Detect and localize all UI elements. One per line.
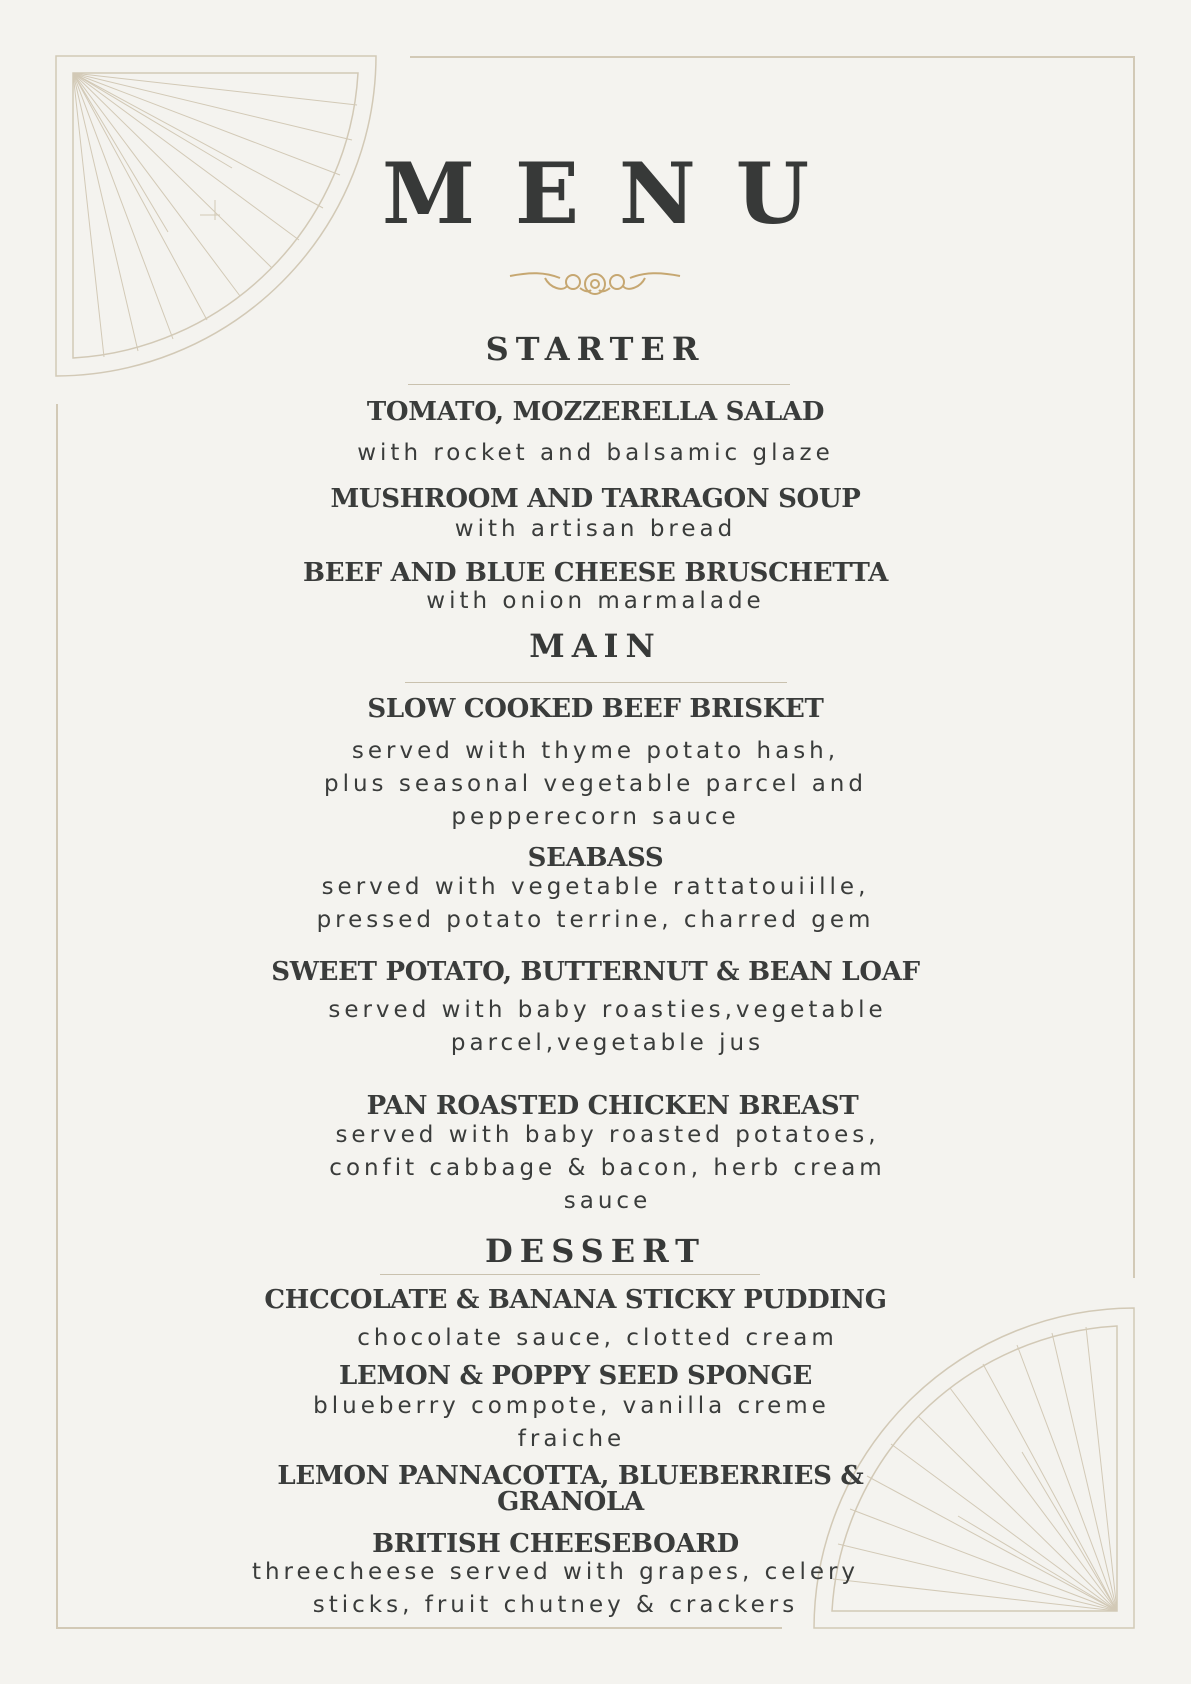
dessert-item-4-name: BRITISH CHEESEBOARD [372, 1529, 739, 1559]
main-item-4-name: PAN ROASTED CHICKEN BREAST [366, 1091, 859, 1121]
dessert-item-1-name: CHCCOLATE & BANANA STICKY PUDDING [264, 1285, 887, 1315]
dessert-item-3-name: LEMON PANNACOTTA, BLUEBERRIES & GRANOLA [277, 1461, 864, 1517]
main-item-3-desc: served with baby roasties,vegetable parcel,vegetable jus [328, 997, 887, 1056]
dessert-item-2-name: LEMON & POPPY SEED SPONGE [338, 1361, 813, 1391]
main-heading: MAIN [529, 627, 662, 665]
starter-divider [408, 384, 790, 385]
main-item-1-name: SLOW COOKED BEEF BRISKET [367, 694, 824, 724]
starter-item-1-name: TOMATO, MOZZERELLA SALAD [366, 397, 825, 427]
dessert-item-2-desc: blueberry compote, vanilla creme fraiche [313, 1393, 830, 1452]
starter-item-3-desc: with onion marmalade [426, 588, 765, 614]
starter-item-3-name: BEEF AND BLUE CHEESE BRUSCHETTA [303, 558, 888, 588]
main-item-2-desc: served with vegetable rattatouiille, pressed potato terrine, charred gem [316, 874, 875, 933]
starter-heading: STARTER [485, 330, 706, 368]
main-item-4-desc: served with baby roasted potatoes, confit cabbage & bacon, herb cream sauce [329, 1122, 886, 1214]
main-divider [405, 682, 787, 683]
starter-item-2-desc: with artisan bread [454, 516, 737, 542]
main-item-3-name: SWEET POTATO, BUTTERNUT & BEAN LOAF [271, 957, 920, 987]
dessert-heading: DESSERT [485, 1232, 706, 1270]
menu-title: MENU [381, 144, 850, 243]
main-item-2-name: SEABASS [527, 843, 664, 873]
flourish-icon [505, 262, 685, 302]
frame-top-line [410, 56, 1134, 58]
main-item-1-desc: served with thyme potato hash, plus seasonal vegetable parcel and pepperecorn sauce [323, 738, 867, 830]
starter-item-1-desc: with rocket and balsamic glaze [357, 440, 834, 466]
dessert-divider [380, 1274, 760, 1275]
dessert-item-1-desc: chocolate sauce, clotted cream [357, 1325, 838, 1351]
dessert-item-4-desc: threecheese served with grapes, celery sticks, fruit chutney & crackers [251, 1559, 860, 1618]
frame-bottom-line [56, 1627, 782, 1629]
starter-item-2-name: MUSHROOM AND TARRAGON SOUP [330, 484, 861, 514]
